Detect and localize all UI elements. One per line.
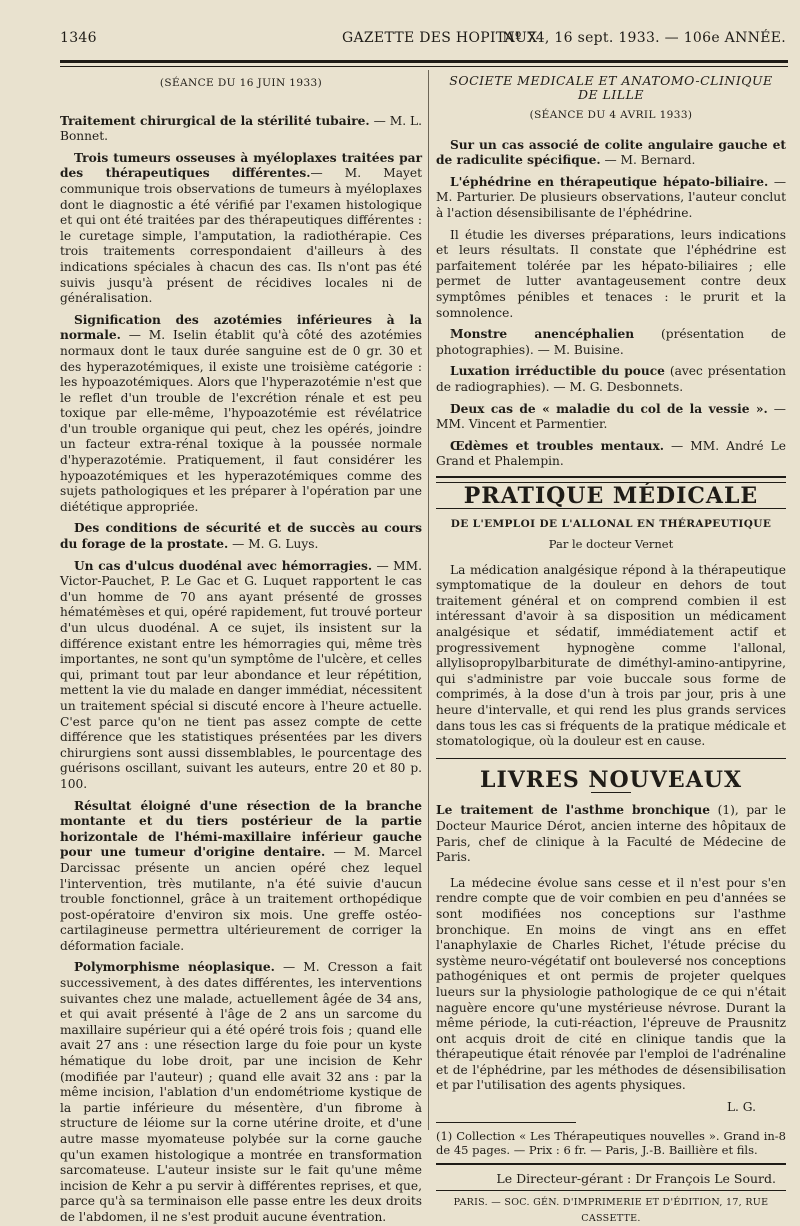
section-heading-livres: LIVRES NOUVEAUX <box>479 766 743 793</box>
entry-title: Deux cas de « maladie du col de la vessie ». <box>450 401 768 416</box>
entry <box>60 799 422 955</box>
footer-rule <box>436 1163 786 1165</box>
entry-title: Œdèmes et troubles mentaux. <box>450 438 664 453</box>
entry-text: — MM. André Le Grand et Phalempin. <box>436 438 786 469</box>
entry-title: Traitement chirurgical de la stérilité tubaire. <box>60 113 370 128</box>
article-title: DE L'EMPLOI DE L'ALLONAL EN THÉRAPEUTIQUE <box>450 518 772 531</box>
section-heading-pratique: PRATIQUE MÉDICALE <box>463 482 759 509</box>
entry-title: Signification des azotémies inférieures à la normale. <box>60 312 422 343</box>
society-name-line2: DE LILLE <box>577 87 645 102</box>
entry <box>60 151 422 307</box>
entry-text: — MM. Victor-Pauchet, P. Le Gac et G. Luquet rapportent le cas d'un homme de 70 ans ayant présenté de grosses hématémèses et qui, opéré rapidement, fut trouvé porteur d'un ulcus duodénal. A ce sujet, ils insistent sur la différence existant entre les hémorragies qui, même très importantes, ne sont qu'un symptôme de l'ulcère, et celles qui, primant tout par leur abondance et leur répétition, mettent la vie du malade en danger immédiat, nécessitent un traitement spécial si discuté encore à l'heure actuelle. C'est parce qu'on ne tient pas assez compte de cette différence que les statistiques présentées par les divers chirurgiens sont aussi dissemblables, le pourcentage des guérisons oscillant, suivant les auteurs, entre 20 et 80 p. 100. <box>60 558 422 791</box>
entry-text: (présentation de photographies). — M. Buisine. <box>436 327 786 357</box>
director-line: Le Directeur-gérant : Dr François Le Sourd. <box>496 1170 776 1186</box>
entry-text: — M. Bernard. <box>600 153 696 168</box>
entry-title: Des conditions de sécurité et de succès au cours du forage de la prostate. <box>60 521 422 552</box>
left-column <box>60 74 423 1224</box>
entry <box>436 228 786 322</box>
entry-title: Trois tumeurs osseuses à myéloplaxes traitées par des thérapeutiques différentes. <box>60 150 422 181</box>
entry <box>436 402 786 433</box>
book-reference: (1), par le Docteur Maurice Dérot, ancien interne des hôpitaux de Paris, chef de clinique à la Faculté de Médecine de Paris. <box>436 803 786 865</box>
entry-text: — M. Marcel Darcissac présente un ancien opéré chez lequel l'intervention, très mutilante, n'a été suivie d'aucun trouble fonctionnel, grâce à un traitement orthopédique post-opératoire d'environ six mois. Une greffe ostéo-cartilagineuse permettra ultérieurement de corriger la déformation faciale. <box>60 845 423 953</box>
entry <box>60 960 422 1225</box>
society-name <box>436 74 786 102</box>
entry-text: — M. G. Luys. <box>228 537 319 552</box>
header-rule-thin <box>60 66 788 67</box>
right-column <box>436 73 787 1224</box>
header-rule <box>60 60 788 63</box>
entry-title: Monstre anencéphalien <box>450 327 635 342</box>
entry-text: — M. L. Bonnet. <box>60 113 423 144</box>
entry <box>436 439 786 470</box>
entry <box>60 521 422 552</box>
printer-line: PARIS. — SOC. GÉN. D'IMPRIMERIE ET D'ÉDITION, 17, RUE CASSETTE. <box>453 1197 769 1224</box>
entry-text: — M. Mayet communique trois observations de tumeurs à myéloplaxes dont le diagnostic a été vérifié par l'examen histologique et qui ont été traitées par des thérapeutiques différentes : le curetage simple, l'amputation, la radiothérapie. Ces trois traitements correspondaient d'ailleurs à des indications spéciales à chacun des cas. Ils n'ont pas été suivis jusqu'à présent de récidives locales ni de généralisation. <box>60 166 423 306</box>
entry-text: — MM. Vincent et Parmentier. <box>436 401 786 432</box>
entry-text: Il étudie les diverses préparations, leurs indications et leurs résultats. Il constate que l'éphédrine est parfaitement tolérée par les hépato-biliaires ; elle permet de lutter avantageusement contre deux symptômes pénibles et tenaces : le prurit et la somnolence. <box>436 227 786 320</box>
issue-info: Nº 74, 16 sept. 1933. — 106e ANNÉE. <box>502 30 786 46</box>
page-number: 1346 <box>60 30 97 46</box>
entry <box>60 559 422 793</box>
book-entry <box>436 803 786 865</box>
entry <box>436 138 786 169</box>
entry-text: — M. Parturier. De plusieurs observations, l'auteur conclut à l'action désensibilisante de l'éphédrine. <box>436 174 787 220</box>
article-byline: Par le docteur Vernet <box>548 537 674 552</box>
society-name-line1: SOCIETE MEDICALE ET ANATOMO-CLINIQUE <box>449 73 773 88</box>
entry-text: — M. Cresson a fait successivement, à des dates différentes, les interventions suivantes chez une malade, actuellement âgée de 34 ans, et qui avait présenté à l'âge de 2 ans un sarcome du maxillaire supérieur qui a été opéré trois fois ; quand elle avait 27 ans : une résection large du foie pour un kyste hématique du lobe droit, par une incision de Kehr (modifiée par l'auteur) ; quand elle avait 32 ans : par la même incision, l'ablation d'un endométriome kystique de la partie inférieure du mésentère, d'un fibrome à structure de léiome sur la corne utérine droite, et d'une autre masse myomateuse polybée sur la corne gauche qu'un examen histologique a montrée en transformation sarcomateuse. L'auteur insiste sur le fait qu'une même incision de Kehr a pu servir à différentes reprises, et que, parce qu'à sa terminaison elle passe entre les deux droits de l'abdomen, il ne s'est produit aucune éventration. <box>60 960 422 1224</box>
entry <box>436 364 786 395</box>
entry-title: Résultat éloigné d'une résection de la branche montante et du tiers postérieur de la partie horizontale de l'hémi-maxillaire inférieur gauche pour une tumeur d'origine dentaire. <box>60 798 422 860</box>
entry <box>436 175 786 222</box>
seance-date: (SÉANCE DU 16 JUIN 1933) <box>159 77 323 89</box>
journal-title: GAZETTE DES HOPITAUX <box>342 30 538 46</box>
entry-title: Sur un cas associé de colite angulaire gauche et de radiculite spécifique. <box>436 137 786 168</box>
seance-date: (SÉANCE DU 4 AVRIL 1933) <box>529 109 693 121</box>
section-rule <box>436 476 786 478</box>
section-rule <box>436 758 786 759</box>
entry <box>60 114 422 145</box>
entry-title: Un cas d'ulcus duodénal avec hémorragies. <box>74 558 373 573</box>
entry <box>436 327 786 358</box>
entry-title: Luxation irréductible du pouce <box>450 364 665 379</box>
entry-title: Polymorphisme néoplasique. <box>74 960 275 975</box>
book-title: Le traitement de l'asthme bronchique <box>436 803 710 818</box>
book-review: La médecine évolue sans cesse et il n'est pour s'en rendre compte que de voir combien en peu d'années se sont modifiées nos conceptions sur l'asthme bronchique. En moins de vingt ans en effet l'anaphylaxie de Charles Richet, l'étude précise du système neuro-végétatif ont bouleversé nos conceptions pathogéniques et ont permis de projeter quelques lueurs sur la physiologie pathologique de ce qui n'était naguère encore qu'une mystérieuse névrose. Durant la même période, la cuti-réaction, l'épreuve de Prausnitz ont acquis droit de cité en clinique tandis que la thérapeutique était rénovée par l'emploi de l'adrénaline et de l'éphédrine, par les méthodes de désensibilisation et par l'utilisation des agents physiques. <box>436 875 786 1093</box>
page-header <box>60 30 786 54</box>
entry <box>60 313 422 516</box>
footnote-rule <box>436 1122 576 1123</box>
column-divider <box>428 70 429 1130</box>
entry-text: — M. Iselin établit qu'à côté des azotémies normaux dont le taux durée sanguine est de 0 gr. 30 et des hyperazotémiques, il existe une troisième catégorie : les hypoazotémiques. Alors que l'hyperazotémie n'est que le reflet d'un trouble de l'excrétion rénale et est peu toxique par elle-même, l'hypoazotémie est révélatrice d'un trouble organique qui peut, chez les opérés, joindre un facteur extra-rénal toxique à la poussée normale d'hyperazotémie. Pratiquement, il faut considérer les hypoazotémiques et les hyperazotémiques comme des sujets pathologiques et les préparer à l'opération par une diététique appropriée. <box>60 328 422 514</box>
article-body: La médication analgésique répond à la thérapeutique symptomatique de la douleur en dehors de tout traitement général et on comprend combien il est intéressant d'avoir à sa disposition un médicament analgésique et sédatif, immédiatement actif et progressivement hypnogène comme l'allonal, allylisopropylbarbiturate de diméthyl-amino-antipyrine, qui s'administre par voie buccale sous forme de comprimés, à la dose d'un à trois par jour, pris à une heure d'intervalle, et qui rend les plus grands services dans tous les cas si fréquents de la pratique médicale et stomatologique, où la douleur est en cause. <box>436 562 786 749</box>
footer-rule-thin <box>436 1190 786 1191</box>
review-signature: L. G. <box>726 1100 756 1115</box>
entry-title: L'éphédrine en thérapeutique hépato-biliaire. <box>450 174 769 189</box>
entry-text: (avec présentation de radiographies). — M. G. Desbonnets. <box>436 364 786 394</box>
footnote: (1) Collection « Les Thérapeutiques nouvelles ». Grand in-8 de 45 pages. — Prix : 6 fr. — Paris, J.-B. Baillière et fils. <box>436 1128 786 1157</box>
